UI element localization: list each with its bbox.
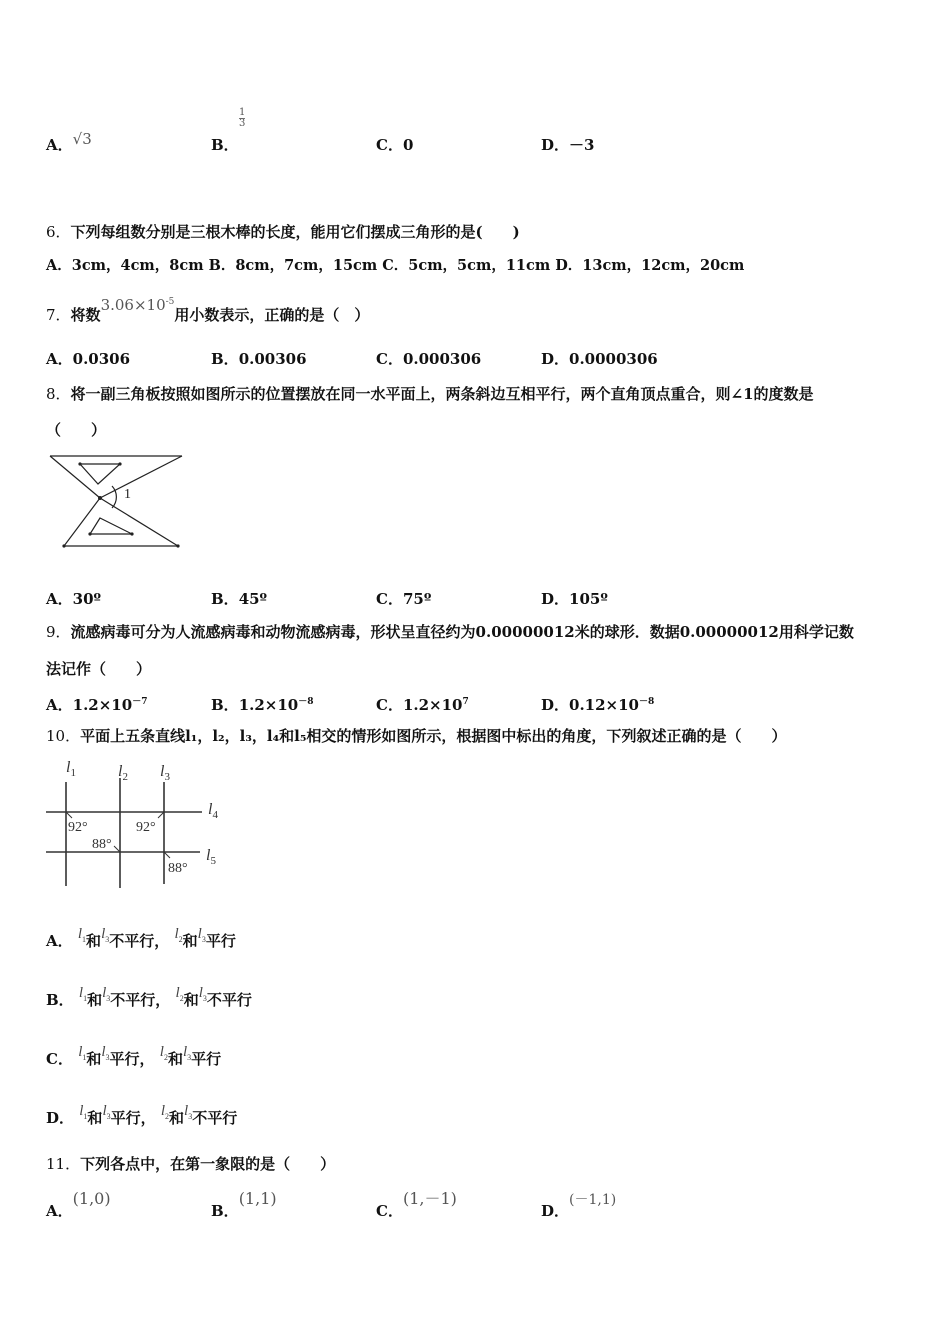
q5-option-a [46, 130, 92, 156]
conj: 和 [182, 932, 198, 950]
q8-option-a [46, 588, 101, 610]
q8-option-c [376, 588, 431, 610]
option-relation: 不平行 [192, 1109, 238, 1127]
option-label: D． [46, 1109, 75, 1127]
lower-ruler-side [64, 498, 100, 546]
question-stem: 流感病毒可分为人流感病毒和动物流感病毒，形状呈直径约为0.00000012米的球形．数据0.00000012用科学记数 [70, 623, 854, 641]
line-symbol: $l_3$ [197, 926, 206, 944]
option-base: 1.2×10 [72, 696, 133, 714]
q10-option-c [46, 1044, 222, 1077]
line-symbol: $l_1$ [79, 1103, 88, 1121]
label-l1: $l_1$ [66, 759, 76, 779]
vertex-dot [130, 532, 133, 535]
lower-ruler-hole [90, 518, 132, 534]
conj: 和 [86, 932, 102, 950]
q5-option-b [211, 107, 246, 156]
vertex-dot [176, 544, 179, 547]
line-symbol: $l_1$ [78, 1044, 87, 1062]
option-relation: 不平行， [109, 932, 170, 950]
line-symbol: $l_1$ [78, 985, 88, 1003]
question-stem: 将数 [70, 306, 101, 324]
option-label: C． [376, 590, 403, 608]
option-label: D． [541, 696, 570, 714]
fraction-numerator: 1 [239, 107, 246, 118]
question-number: 10． [46, 727, 81, 745]
expr-base: 3.06×10 [100, 296, 166, 314]
option-value: √3 [72, 130, 92, 148]
angle-mark [158, 812, 164, 818]
question-8 [46, 383, 814, 405]
question-7 [46, 296, 370, 326]
five-lines-figure [42, 756, 232, 890]
option-exponent: －7 [132, 697, 148, 707]
option-label: D． [541, 136, 570, 154]
q9-option-d [541, 691, 654, 716]
q11-option-d [541, 1192, 617, 1223]
question-stem: 将一副三角板按照如图所示的位置摆放在同一水平面上，两条斜边互相平行，两个直角顶点重合，则∠1的度数是 [70, 385, 814, 403]
angle-mark [114, 846, 120, 852]
option-label: B． [211, 696, 239, 714]
option-base: 0.12×10 [569, 696, 639, 714]
angle-label-88: 88° [92, 837, 112, 852]
question-6 [46, 221, 520, 243]
line-symbol: $l_3$ [101, 926, 110, 944]
angle-label-92: 92° [68, 820, 88, 835]
option-label: C． [376, 696, 403, 714]
q7-option-d [541, 348, 658, 370]
q11-option-a [46, 1189, 111, 1222]
option-relation: 平行 [205, 932, 236, 950]
question-10 [46, 725, 786, 747]
q8-option-b [211, 588, 267, 610]
line-symbol: $l_3$ [102, 1103, 111, 1121]
vertex-dot [78, 462, 81, 465]
label-l3: $l_3$ [160, 763, 170, 783]
option-label: A． [46, 136, 73, 154]
option-value: 0.00306 [238, 350, 307, 368]
line-symbol: $l_2$ [175, 985, 184, 1003]
option-value: 45º [238, 590, 268, 608]
angle-label-92: 92° [136, 820, 156, 835]
question-stem-cont: 法记作（ ） [46, 660, 152, 678]
option-value: 30º [72, 590, 102, 608]
question-11 [46, 1153, 335, 1175]
option-relation: 平行 [191, 1050, 222, 1068]
lower-ruler-hyp [100, 498, 178, 546]
option-value: 75º [402, 590, 432, 608]
q11-option-b [211, 1189, 277, 1222]
option-exponent: －8 [298, 697, 314, 707]
label-l5: $l_5$ [206, 847, 216, 867]
question-stem-cont: 用小数表示，正确的是（ ） [174, 306, 370, 324]
q8-option-d [541, 588, 608, 610]
label-l2: $l_2$ [118, 763, 128, 783]
q7-option-a [46, 348, 130, 370]
line-symbol: $l_3$ [182, 1044, 192, 1062]
question-stem-cont: （ ） [46, 421, 107, 439]
question-8-cont [46, 419, 106, 441]
line-symbol: $l_3$ [101, 1044, 110, 1062]
option-value: 0.0306 [72, 350, 131, 368]
option-base: 1.2×10 [238, 696, 299, 714]
option-exponent: 7 [462, 697, 469, 707]
option-label: B． [211, 136, 239, 154]
question-stem: 平面上五条直线l₁，l₂，l₃，l₄和l₅相交的情形如图所示，根据图中标出的角度，下列叙述正确的是（ ） [80, 727, 787, 745]
upper-ruler-hyp [100, 456, 182, 498]
q7-option-c [376, 348, 481, 370]
option-value: －3 [569, 136, 595, 154]
q9-option-c [376, 691, 469, 716]
triangle-rulers-figure [46, 450, 186, 554]
question-9-cont [46, 658, 151, 680]
option-label: C． [46, 1050, 73, 1068]
q11-option-c [376, 1189, 457, 1222]
line-symbol: $l_3$ [102, 985, 111, 1003]
option-value: 105º [569, 590, 608, 608]
option-label: C． [376, 1202, 403, 1220]
option-value: (1,1) [238, 1189, 277, 1208]
question-number: 7． [46, 306, 71, 324]
upper-ruler-hole [80, 464, 120, 484]
line-symbol: $l_2$ [160, 1103, 170, 1121]
option-exponent: －8 [639, 697, 655, 707]
option-label: A． [46, 1202, 73, 1220]
option-label: D． [541, 590, 570, 608]
option-value: (1,－1) [402, 1189, 457, 1208]
option-label: B． [46, 991, 74, 1009]
math-expression [101, 296, 175, 314]
option-relation: 平行， [110, 1109, 156, 1127]
q6-options: A．3cm，4cm，8cm B．8cm，7cm，15cm C．5cm，5cm，11cm D．13cm，12cm，20cm [46, 257, 745, 274]
line-symbol: $l_3$ [184, 1103, 193, 1121]
q10-option-b [46, 985, 252, 1018]
fraction-denominator: 3 [239, 118, 246, 129]
option-value: (1,0) [72, 1189, 111, 1208]
angle-mark [66, 812, 72, 818]
option-label: B． [211, 590, 239, 608]
option-label: A． [46, 932, 73, 950]
question-stem: 下列每组数分别是三根木棒的长度，能用它们摆成三角形的是( ) [70, 223, 520, 241]
conj: 和 [86, 1050, 102, 1068]
angle-mark [164, 852, 170, 858]
angle-label-88: 88° [168, 861, 188, 876]
question-stem: 下列各点中，在第一象限的是（ ） [80, 1155, 336, 1173]
q5-option-c [376, 134, 413, 156]
angle-1-label: 1 [124, 487, 131, 502]
fraction [239, 108, 245, 129]
option-label: B． [211, 350, 239, 368]
line-symbol: $l_1$ [77, 926, 87, 944]
option-label: D． [541, 350, 570, 368]
q10-option-a [46, 926, 236, 959]
option-value: 0.0000306 [569, 350, 658, 368]
vertex-dot [98, 496, 102, 500]
question-number: 6． [46, 223, 71, 241]
option-value: 0 [402, 136, 414, 154]
q9-option-a [46, 691, 147, 716]
q9-option-b [211, 691, 314, 716]
question-number: 8． [46, 385, 71, 403]
option-label: B． [211, 1202, 239, 1220]
line-symbol: $l_2$ [174, 926, 183, 944]
option-label: A． [46, 350, 73, 368]
question-number: 11． [46, 1155, 81, 1173]
vertex-dot [62, 544, 65, 547]
conj: 和 [183, 991, 199, 1009]
q5-option-d [541, 134, 594, 156]
option-label: A． [46, 590, 73, 608]
option-value: 0.000306 [402, 350, 482, 368]
expr-exponent: -5 [165, 297, 175, 307]
line-symbol: $l_2$ [159, 1044, 168, 1062]
q7-option-b [211, 348, 307, 370]
conj: 和 [87, 991, 103, 1009]
option-label: C． [376, 136, 403, 154]
option-base: 1.2×10 [402, 696, 463, 714]
option-label: D． [541, 1202, 570, 1220]
option-value: (－1,1) [569, 1192, 617, 1208]
line-symbol: $l_3$ [198, 985, 207, 1003]
option-label: A． [46, 696, 73, 714]
option-relation: 不平行， [110, 991, 171, 1009]
option-relation: 不平行 [206, 991, 252, 1009]
conj: 和 [169, 1109, 185, 1127]
option-label: C． [376, 350, 403, 368]
q10-option-d [46, 1103, 238, 1136]
conj: 和 [87, 1109, 103, 1127]
conj: 和 [167, 1050, 183, 1068]
vertex-dot [118, 462, 121, 465]
option-relation: 平行， [109, 1050, 155, 1068]
vertex-dot [88, 532, 91, 535]
label-l4: $l_4$ [208, 801, 218, 821]
question-9 [46, 621, 854, 643]
question-number: 9． [46, 623, 71, 641]
